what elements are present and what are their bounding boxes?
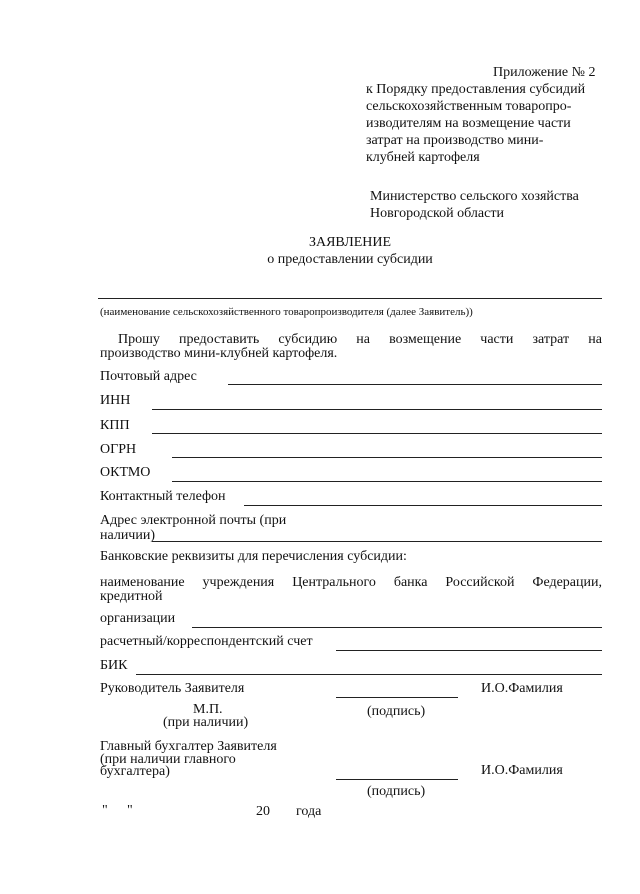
ogrn-field[interactable]	[172, 457, 602, 458]
organization-label: организации	[100, 611, 176, 626]
date-quote-open: "	[102, 803, 108, 818]
ministry-line: Новгородской области	[370, 206, 504, 221]
oktmo-field[interactable]	[172, 481, 602, 482]
postal-address-label: Почтовый адрес	[100, 369, 197, 384]
email-field[interactable]	[152, 541, 602, 542]
bik-label: БИК	[100, 658, 128, 673]
header-line: клубней картофеля	[366, 150, 480, 165]
email-label: Адрес электронной почты (при	[100, 513, 287, 528]
producer-name-line[interactable]	[98, 298, 602, 299]
bik-field[interactable]	[136, 674, 602, 675]
appendix-number: Приложение № 2	[493, 65, 596, 80]
document-subtitle: о предоставлении субсидии	[267, 252, 433, 267]
request-word: субсидию	[278, 332, 338, 347]
request-word: на	[588, 332, 602, 347]
request-word: предоставить	[178, 332, 260, 347]
signature-caption-2: (подпись)	[367, 784, 426, 799]
ministry-line: Министерство сельского хозяйства	[370, 189, 579, 204]
producer-caption: (наименование сельскохозяйственного товаропроизводителя (далее Заявитель))	[100, 306, 473, 318]
stamp-note: (при наличии)	[163, 715, 249, 730]
inn-field[interactable]	[152, 409, 602, 410]
kpp-field[interactable]	[152, 433, 602, 434]
request-word: на	[356, 332, 370, 347]
credit-label: кредитной	[100, 589, 163, 604]
header-line: затрат на производство мини-	[366, 133, 544, 148]
ogrn-label: ОГРН	[100, 442, 137, 457]
header-line: изводителям на возмещение части	[366, 116, 571, 131]
postal-address-field[interactable]	[228, 384, 602, 385]
stamp-mark: М.П.	[193, 702, 223, 717]
request-word: возмещение	[389, 332, 462, 347]
date-quote-close: "	[127, 803, 133, 818]
email-label-cont: наличии)	[100, 528, 155, 543]
bank-details-heading: Банковские реквизиты для перечисления субсидии:	[100, 549, 407, 564]
header-line: к Порядку предоставления субсидий	[366, 82, 586, 97]
organization-field[interactable]	[192, 627, 602, 628]
accountant-signature-line[interactable]	[336, 779, 458, 780]
request-word: затрат	[532, 332, 570, 347]
signature-caption: (подпись)	[367, 704, 426, 719]
phone-label: Контактный телефон	[100, 489, 226, 504]
account-label: расчетный/корреспондентский счет	[100, 634, 313, 649]
year-word: года	[296, 804, 322, 819]
header-line: сельскохозяйственным товаропро-	[366, 99, 572, 114]
accountant-name: И.О.Фамилия	[481, 763, 563, 778]
request-word: части	[480, 332, 514, 347]
phone-field[interactable]	[244, 505, 602, 506]
accountant-note: (при наличии главного	[100, 752, 236, 767]
kpp-label: КПП	[100, 418, 130, 433]
head-signature-line[interactable]	[336, 697, 458, 698]
request-word: Прошу	[118, 332, 160, 347]
head-name: И.О.Фамилия	[481, 681, 563, 696]
document-title: ЗАЯВЛЕНИЕ	[308, 235, 392, 250]
year-prefix: 20	[256, 804, 270, 819]
accountant-note-cont: бухгалтера)	[100, 764, 170, 779]
oktmo-label: ОКТМО	[100, 465, 151, 480]
account-field[interactable]	[336, 650, 602, 651]
bank-name-label: наименование учреждения Центрального банка Российской Федерации,	[100, 575, 602, 590]
inn-label: ИНН	[100, 393, 131, 408]
request-line-2: производство мини-клубней картофеля.	[100, 346, 338, 361]
accountant-label: Главный бухгалтер Заявителя	[100, 739, 277, 754]
head-label: Руководитель Заявителя	[100, 681, 245, 696]
